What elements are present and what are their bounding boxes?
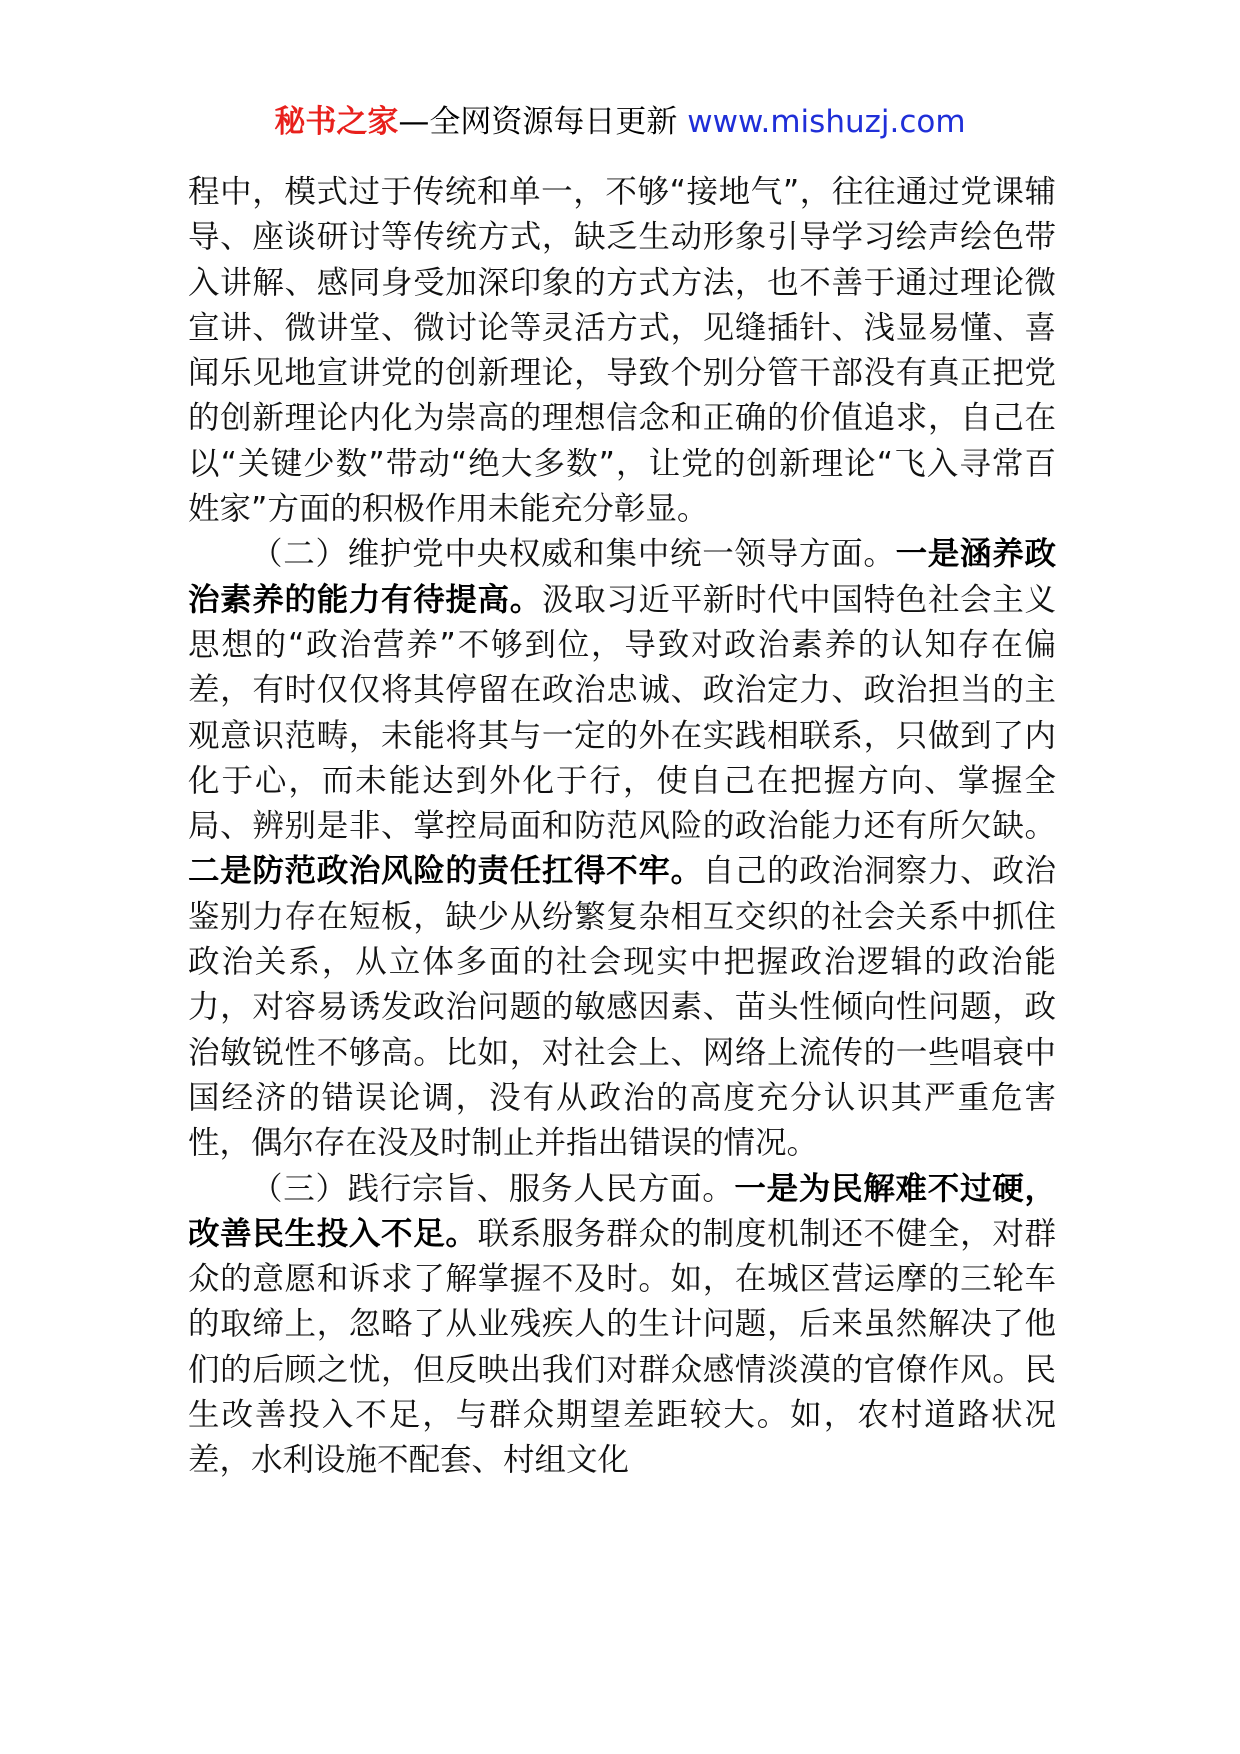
section-two-text-two: 自己的政治洞察力、政治鉴别力存在短板，缺少从纷繁复杂相互交织的社会关系中抓住政治关系，从立体多面的社会现实中把握政治逻辑的政治能力，对容易诱发政治问题的敏感因素、苗头性倾向性问题，政治敏锐性不够高。比如，对社会上、网络上流传的一些唱衰中国经济的错误论调，没有从政治的高度充分认识其严重危害性，偶尔存在没及时制止并指出错误的情况。: [188, 853, 1056, 1162]
paragraph-section-two: [188, 532, 1056, 1166]
section-three-point-one: 一是为民解难不过硬，改善民生投入不足。: [188, 1170, 1056, 1252]
paragraph-continuation: 程中，模式过于传统和单一，不够“接地气”，往往通过党课辅导、座谈研讨等传统方式，缺乏生动形象引导学习绘声绘色带入讲解、感同身受加深印象的方式方法，也不善于通过理论微宣讲、微讲堂、微讨论等灵活方式，见缝插针、浅显易懂、喜闻乐见地宣讲党的创新理论，导致个别分管干部没有真正把党的创新理论内化为崇高的理想信念和正确的价值追求，自己在以“关键少数”带动“绝大多数”，让党的创新理论“飞入寻常百姓家”方面的积极作用未能充分彰显。: [188, 174, 1056, 528]
section-three-text-one: 联系服务群众的制度机制还不健全，对群众的意愿和诉求了解掌握不及时。如，在城区营运摩的三轮车的取缔上，忽略了从业残疾人的生计问题，后来虽然解决了他们的后顾之忧，但反映出我们对群众感情淡漠的官僚作风。民生改善投入不足，与群众期望差距较大。如，农村道路状况差，水利设施不配套、村组文化: [188, 1215, 1056, 1479]
header-slogan: —全网资源每日更新: [398, 104, 688, 140]
section-two-point-two: 二是防范政治风险的责任扛得不牢。: [188, 853, 703, 890]
section-three-heading: （三）践行宗旨、服务人民方面。: [251, 1170, 735, 1207]
section-two-text-one: 汲取习近平新时代中国特色社会主义思想的“政治营养”不够到位，导致对政治素养的认知存在偏差，有时仅仅将其停留在政治忠诚、政治定力、政治担当的主观意识范畴，未能将其与一定的外在实践相联系，只做到了内化于心，而未能达到外化于行，使自己在把握方向、掌握全局、辨别是非、掌控局面和防范风险的政治能力还有所欠缺。: [188, 581, 1056, 845]
section-two-point-one: 一是涵养政治素养的能力有待提高。: [188, 536, 1056, 618]
page-header: [0, 100, 1240, 144]
brand-name: 秘书之家: [274, 104, 399, 140]
document-body: [188, 170, 1056, 1484]
site-url-link[interactable]: www.mishuzj.com: [687, 104, 966, 140]
paragraph-section-three: [188, 1167, 1056, 1484]
section-two-heading: （二）维护党中央权威和集中统一领导方面。: [251, 536, 896, 573]
